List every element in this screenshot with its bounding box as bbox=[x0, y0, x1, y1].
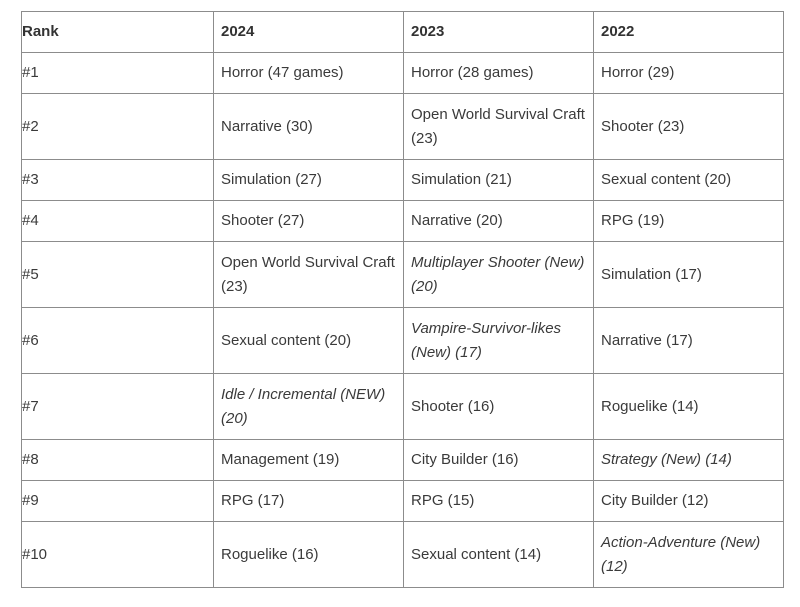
cell-2023: Simulation (21) bbox=[404, 160, 594, 201]
rank-cell: #2 bbox=[22, 94, 214, 160]
cell-2023: Vampire-Survivor-likes (New) (17) bbox=[404, 308, 594, 374]
cell-2022: Roguelike (14) bbox=[594, 374, 784, 440]
table-row bbox=[22, 374, 784, 440]
rank-cell: #10 bbox=[22, 522, 214, 588]
cell-2023: Open World Survival Craft (23) bbox=[404, 94, 594, 160]
cell-2022: Horror (29) bbox=[594, 53, 784, 94]
cell-2024: Open World Survival Craft (23) bbox=[214, 242, 404, 308]
cell-2024: Simulation (27) bbox=[214, 160, 404, 201]
cell-2024: Roguelike (16) bbox=[214, 522, 404, 588]
cell-2022: Shooter (23) bbox=[594, 94, 784, 160]
cell-2023: RPG (15) bbox=[404, 481, 594, 522]
cell-2024: Horror (47 games) bbox=[214, 53, 404, 94]
table-row bbox=[22, 94, 784, 160]
cell-2024: Idle / Incremental (NEW) (20) bbox=[214, 374, 404, 440]
table-row bbox=[22, 308, 784, 374]
cell-2023: Sexual content (14) bbox=[404, 522, 594, 588]
cell-2023: Shooter (16) bbox=[404, 374, 594, 440]
cell-2022: Strategy (New) (14) bbox=[594, 440, 784, 481]
cell-2022: RPG (19) bbox=[594, 201, 784, 242]
table-row bbox=[22, 53, 784, 94]
cell-2022: Sexual content (20) bbox=[594, 160, 784, 201]
rankings-table bbox=[21, 11, 784, 588]
rank-cell: #8 bbox=[22, 440, 214, 481]
table-row bbox=[22, 440, 784, 481]
table-row bbox=[22, 522, 784, 588]
rank-cell: #5 bbox=[22, 242, 214, 308]
rankings-table-container bbox=[21, 11, 783, 588]
cell-2024: Sexual content (20) bbox=[214, 308, 404, 374]
cell-2023: Narrative (20) bbox=[404, 201, 594, 242]
rank-cell: #3 bbox=[22, 160, 214, 201]
column-header-2022: 2022 bbox=[594, 12, 784, 53]
cell-2024: Management (19) bbox=[214, 440, 404, 481]
rank-cell: #4 bbox=[22, 201, 214, 242]
rank-cell: #7 bbox=[22, 374, 214, 440]
cell-2022: Action-Adventure (New) (12) bbox=[594, 522, 784, 588]
column-header-rank: Rank bbox=[22, 12, 214, 53]
cell-2022: Simulation (17) bbox=[594, 242, 784, 308]
cell-2024: Narrative (30) bbox=[214, 94, 404, 160]
cell-2022: Narrative (17) bbox=[594, 308, 784, 374]
cell-2023: Horror (28 games) bbox=[404, 53, 594, 94]
table-row bbox=[22, 481, 784, 522]
cell-2024: Shooter (27) bbox=[214, 201, 404, 242]
cell-2024: RPG (17) bbox=[214, 481, 404, 522]
table-header-row bbox=[22, 12, 784, 53]
rank-cell: #6 bbox=[22, 308, 214, 374]
column-header-2024: 2024 bbox=[214, 12, 404, 53]
rank-cell: #1 bbox=[22, 53, 214, 94]
cell-2022: City Builder (12) bbox=[594, 481, 784, 522]
table-row bbox=[22, 160, 784, 201]
column-header-2023: 2023 bbox=[404, 12, 594, 53]
cell-2023: City Builder (16) bbox=[404, 440, 594, 481]
table-row bbox=[22, 201, 784, 242]
cell-2023: Multiplayer Shooter (New) (20) bbox=[404, 242, 594, 308]
rank-cell: #9 bbox=[22, 481, 214, 522]
table-row bbox=[22, 242, 784, 308]
